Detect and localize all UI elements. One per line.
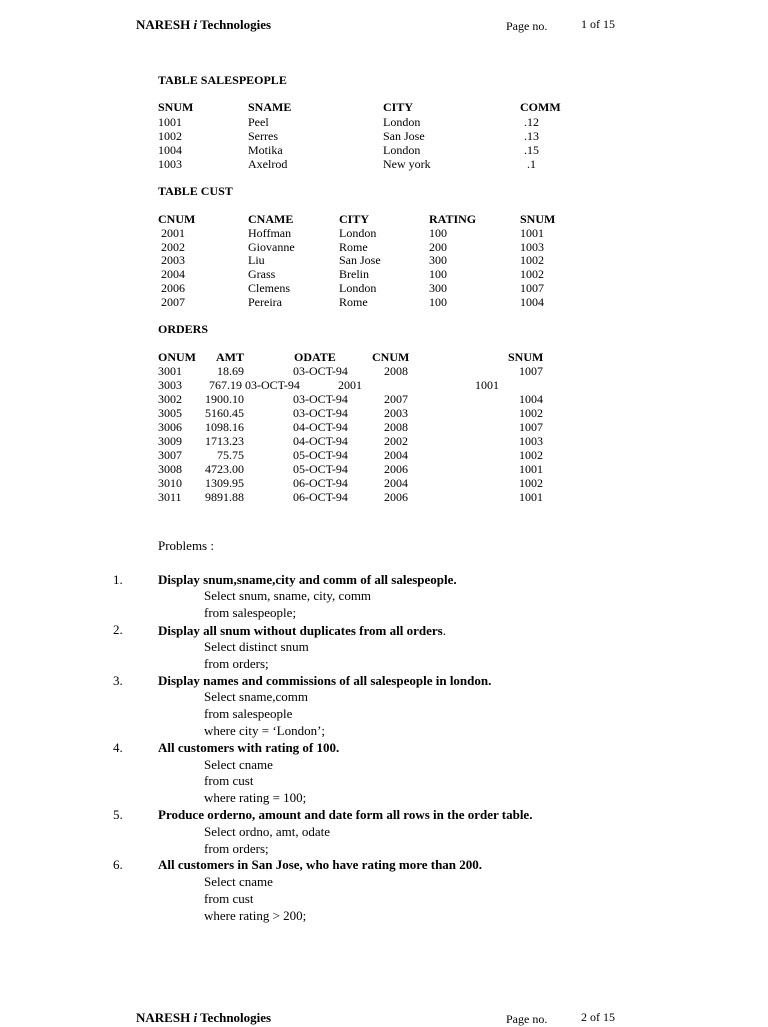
sp-cell: Axelrod <box>248 157 288 171</box>
problem-code-line: Select cname <box>204 757 273 772</box>
cust-cell: Liu <box>248 253 265 267</box>
problem-code-line: where rating = 100; <box>204 790 307 805</box>
cust-cell: London <box>339 281 377 295</box>
cust-col-cnum: CNUM <box>158 212 196 226</box>
problem-code-line: Select snum, sname, city, comm <box>204 588 372 603</box>
orders-cell: 2007 <box>384 392 408 406</box>
orders-cell: 2006 <box>384 462 408 476</box>
problem-number: 5. <box>113 807 123 822</box>
orders-cell: 2001 <box>338 378 362 392</box>
orders-cell: 2004 <box>384 448 408 462</box>
sp-col-city: CITY <box>383 100 414 114</box>
orders-cell: 18.69 <box>217 364 244 378</box>
problem-code-line: where rating > 200; <box>204 908 307 923</box>
problem-question-tail: . <box>442 623 446 638</box>
footer-page-label: Page no. <box>506 1012 548 1026</box>
cust-cell: 100 <box>429 295 447 309</box>
orders-cell: 3001 <box>158 364 182 378</box>
orders-col-odate: ODATE <box>294 350 336 364</box>
cust-cell: Rome <box>339 295 368 309</box>
sp-cell: 1002 <box>158 129 182 143</box>
orders-cell: 2008 <box>384 420 408 434</box>
orders-cell: 3007 <box>158 448 182 462</box>
orders-cell: 03-OCT-94 <box>293 406 348 420</box>
problem-number: 3. <box>113 673 123 688</box>
sp-cell: Peel <box>248 115 269 129</box>
orders-cell: 1900.10 <box>205 392 244 406</box>
problem-question: All customers in San Jose, who have rating more than 200. <box>158 857 483 872</box>
cust-cell: 300 <box>429 281 447 295</box>
problem-code-line: from orders; <box>204 656 269 671</box>
cust-cell: Grass <box>248 267 276 281</box>
cust-cell: Brelin <box>339 267 369 281</box>
problem-question: Produce orderno, amount and date form all rows in the order table. <box>158 807 533 822</box>
sp-cell: .13 <box>524 129 539 143</box>
sp-cell: London <box>383 115 421 129</box>
orders-cell: 1001 <box>519 462 543 476</box>
orders-cell: 3005 <box>158 406 182 420</box>
cust-cell: Rome <box>339 240 368 254</box>
sp-cell: .12 <box>524 115 539 129</box>
orders-cell: 2006 <box>384 490 408 504</box>
cust-cell: 300 <box>429 253 447 267</box>
cust-cell: Pereira <box>248 295 282 309</box>
problem-code-line: Select ordno, amt, odate <box>204 824 330 839</box>
problem-question: Display snum,sname,city and comm of all salespeople. <box>158 572 457 587</box>
sp-col-snum: SNUM <box>158 100 194 114</box>
orders-cell: 3009 <box>158 434 182 448</box>
cust-col-snum: SNUM <box>520 212 556 226</box>
cust-cell: 1001 <box>520 226 544 240</box>
orders-cell: 1002 <box>519 448 543 462</box>
orders-col-snum: SNUM <box>508 350 544 364</box>
orders-cell: 75.75 <box>217 448 244 462</box>
cust-cell: Giovanne <box>248 240 295 254</box>
orders-cell: 1003 <box>519 434 543 448</box>
orders-cell: 1002 <box>519 476 543 490</box>
orders-cell: 1007 <box>519 364 543 378</box>
header-page-number: 1 of 15 <box>581 17 615 31</box>
sp-col-comm: COMM <box>520 100 561 114</box>
sp-cell: Serres <box>248 129 278 143</box>
orders-cell: 3008 <box>158 462 182 476</box>
orders-cell: 1098.16 <box>205 420 244 434</box>
cust-cell: Clemens <box>248 281 290 295</box>
cust-col-cname: CNAME <box>248 212 294 226</box>
cust-cell: 2002 <box>161 240 185 254</box>
problem-number: 1. <box>113 572 123 587</box>
orders-cell: 2008 <box>384 364 408 378</box>
orders-cell: 9891.88 <box>205 490 244 504</box>
orders-title: ORDERS <box>158 322 209 336</box>
cust-cell: 2001 <box>161 226 185 240</box>
orders-cell: 3011 <box>158 490 182 504</box>
orders-cell: 3002 <box>158 392 182 406</box>
cust-title: TABLE CUST <box>158 184 233 198</box>
problem-question-line <box>158 622 446 640</box>
orders-cell: 3003 <box>158 378 182 392</box>
cust-cell: 1002 <box>520 267 544 281</box>
orders-cell: 05-OCT-94 <box>293 448 348 462</box>
cust-cell: 1007 <box>520 281 544 295</box>
orders-cell: 1004 <box>519 392 543 406</box>
problem-question: Display all snum without duplicates from all orders <box>158 623 443 638</box>
orders-cell: 1713.23 <box>205 434 244 448</box>
problem-code-line: from salespeople <box>204 706 293 721</box>
orders-col-onum: ONUM <box>158 350 196 364</box>
orders-cell: 2003 <box>384 406 408 420</box>
orders-cell: 03-OCT-94 <box>293 392 348 406</box>
orders-cell: 06-OCT-94 <box>293 490 348 504</box>
problem-code-line: Select distinct snum <box>204 639 309 654</box>
cust-cell: 100 <box>429 226 447 240</box>
cust-cell: Hoffman <box>248 226 292 240</box>
sp-cell: 1003 <box>158 157 182 171</box>
problem-number: 6. <box>113 857 123 872</box>
problem-question: All customers with rating of 100. <box>158 740 340 755</box>
orders-cell: 04-OCT-94 <box>293 420 348 434</box>
orders-cell: 03-OCT-94 <box>293 364 348 378</box>
sp-cell: Motika <box>248 143 283 157</box>
problem-code-line: from cust <box>204 773 254 788</box>
orders-cell: 1002 <box>519 406 543 420</box>
header-page-label: Page no. <box>506 19 548 33</box>
problem-question: Display names and commissions of all salespeople in london. <box>158 673 492 688</box>
orders-cell: 2004 <box>384 476 408 490</box>
problem-code-line: from salespeople; <box>204 605 297 620</box>
orders-cell: 1001 <box>475 378 499 392</box>
sp-cell: 1004 <box>158 143 182 157</box>
orders-cell: 1309.95 <box>205 476 244 490</box>
orders-col-amt: AMT <box>216 350 244 364</box>
cust-cell: 2003 <box>161 253 185 267</box>
cust-cell: London <box>339 226 377 240</box>
orders-cell: 3006 <box>158 420 182 434</box>
problem-code-line: from cust <box>204 891 254 906</box>
sp-cell: .15 <box>524 143 539 157</box>
cust-col-rating: RATING <box>429 212 477 226</box>
problems-heading: Problems : <box>158 538 214 553</box>
sp-col-sname: SNAME <box>248 100 292 114</box>
header-company: NARESH i Technologies <box>136 17 272 32</box>
salespeople-title: TABLE SALESPEOPLE <box>158 73 287 87</box>
sp-cell: 1001 <box>158 115 182 129</box>
cust-cell: 2007 <box>161 295 185 309</box>
sp-cell: New york <box>383 157 431 171</box>
cust-cell: 1002 <box>520 253 544 267</box>
cust-cell: 1003 <box>520 240 544 254</box>
sp-cell: San Jose <box>383 129 425 143</box>
orders-cell: 04-OCT-94 <box>293 434 348 448</box>
cust-cell: 100 <box>429 267 447 281</box>
orders-col-cnum: CNUM <box>372 350 410 364</box>
footer-page-number: 2 of 15 <box>581 1010 615 1024</box>
cust-cell: San Jose <box>339 253 381 267</box>
problem-code-line: from orders; <box>204 841 269 856</box>
orders-cell: 1007 <box>519 420 543 434</box>
cust-cell: 2006 <box>161 281 185 295</box>
sp-cell: London <box>383 143 421 157</box>
problem-number: 4. <box>113 740 123 755</box>
orders-cell: 1001 <box>519 490 543 504</box>
problem-code-line: Select cname <box>204 874 273 889</box>
problem-code-line: Select sname,comm <box>204 689 308 704</box>
orders-cell: 3010 <box>158 476 182 490</box>
problem-code-line: where city = ‘London’; <box>204 723 326 738</box>
orders-cell: 06-OCT-94 <box>293 476 348 490</box>
cust-col-city: CITY <box>339 212 370 226</box>
orders-cell: 5160.45 <box>205 406 244 420</box>
sp-cell: .1 <box>527 157 536 171</box>
cust-cell: 2004 <box>161 267 185 281</box>
orders-cell: 05-OCT-94 <box>293 462 348 476</box>
cust-cell: 200 <box>429 240 447 254</box>
orders-cell: 767.19 03-OCT-94 <box>209 378 300 392</box>
footer-company: NARESH i Technologies <box>136 1010 272 1025</box>
orders-cell: 2002 <box>384 434 408 448</box>
problem-number: 2. <box>113 622 123 637</box>
cust-cell: 1004 <box>520 295 544 309</box>
orders-cell: 4723.00 <box>205 462 244 476</box>
